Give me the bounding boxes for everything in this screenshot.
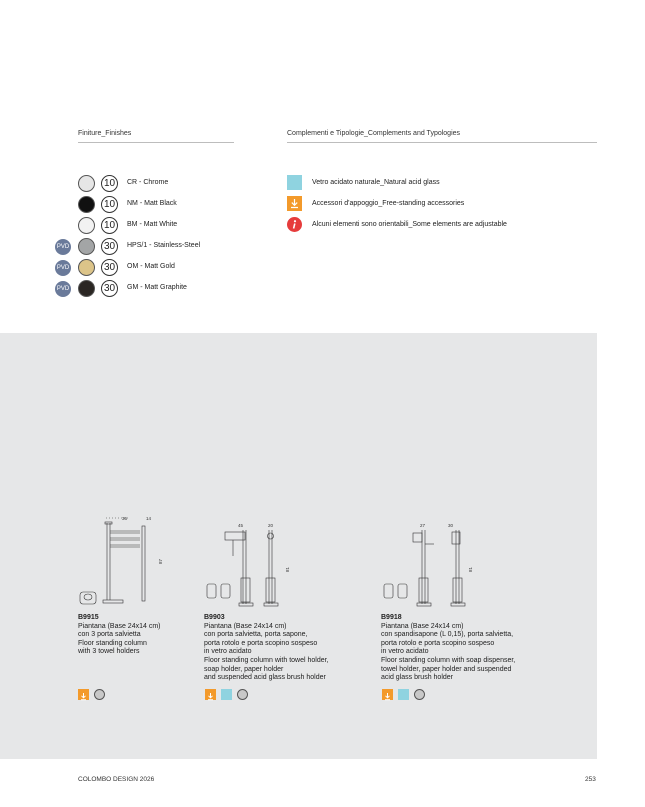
product-drawing-b9903 <box>203 516 298 610</box>
finish-swatch <box>78 175 95 192</box>
product-desc-line: Floor standing column with towel holder, <box>204 656 329 664</box>
finish-swatch <box>78 280 95 297</box>
product-b9915 <box>78 614 161 657</box>
finish-circle-icon <box>94 689 105 700</box>
finish-swatch <box>78 238 95 255</box>
legend-label: Accessori d'appoggio_Free-standing accessories <box>312 200 465 207</box>
glass-square-icon <box>287 175 302 190</box>
product-drawing-b9915 <box>78 512 173 610</box>
finish-number: 30 <box>101 238 118 255</box>
product-desc-line: Piantana (Base 24x14 cm) <box>78 622 161 630</box>
product-desc-line: and suspended acid glass brush holder <box>204 674 326 682</box>
finish-row <box>0 175 300 193</box>
dimension-width: 27 <box>420 523 426 528</box>
product-desc-line: with 3 towel holders <box>78 648 140 656</box>
product-desc-line: in vetro acidato <box>381 648 429 656</box>
download-arrow-icon <box>382 689 393 700</box>
product-desc-line: con 3 porta salvietta <box>78 631 141 639</box>
info-icon <box>287 217 302 232</box>
product-desc-line: Piantana (Base 24x14 cm) <box>204 622 287 630</box>
product-desc-line: Floor standing column with soap dispenser, <box>381 656 516 664</box>
complements-header: Complementi e Tipologie_Complements and Typologies <box>287 130 461 137</box>
download-arrow-icon <box>205 689 216 700</box>
product-code: B9903 <box>204 614 225 621</box>
dimension-width: 36 <box>122 516 128 521</box>
dimension-height: 81 <box>285 566 290 572</box>
finish-number: 10 <box>101 196 118 213</box>
pvd-badge: PVD <box>55 239 71 255</box>
product-code: B9918 <box>381 614 402 621</box>
dimension-depth: 30 <box>448 523 454 528</box>
finish-number: 10 <box>101 217 118 234</box>
finish-number: 30 <box>101 280 118 297</box>
finish-circle-icon <box>414 689 425 700</box>
product-code: B9915 <box>78 614 99 621</box>
finish-label: HPS/1 - Stainless-Steel <box>127 242 201 249</box>
product-desc-line: soap holder, paper holder <box>204 665 284 673</box>
legend-label: Vetro acidato naturale_Natural acid glass <box>312 179 440 186</box>
product-desc-line: towel holder, paper holder and suspended <box>381 665 512 673</box>
legend-label: Alcuni elementi sono orientabili_Some elements are adjustable <box>312 221 507 228</box>
finish-swatch <box>78 196 95 213</box>
finish-row <box>0 238 300 256</box>
pvd-badge: PVD <box>55 260 71 276</box>
finish-label: BM - Matt White <box>127 221 178 228</box>
glass-square-icon <box>221 689 232 700</box>
finish-number: 30 <box>101 259 118 276</box>
pvd-badge: PVD <box>55 281 71 297</box>
finish-circle-icon <box>237 689 248 700</box>
download-arrow-icon <box>287 196 302 211</box>
legend-row <box>287 175 607 191</box>
legend-row <box>287 196 607 212</box>
finish-label: NM - Matt Black <box>127 200 177 207</box>
product-desc-line: Floor standing column <box>78 639 147 647</box>
download-arrow-icon <box>78 689 89 700</box>
finish-row <box>0 280 300 298</box>
dimension-height: 87 <box>158 558 163 564</box>
dimension-depth: 14 <box>146 516 152 521</box>
finish-label: CR - Chrome <box>127 179 169 186</box>
finish-row <box>0 217 300 235</box>
product-b9903 <box>204 614 329 683</box>
finishes-header: Finiture_Finishes <box>78 130 132 137</box>
finish-row <box>0 259 300 277</box>
finish-number: 10 <box>101 175 118 192</box>
page-number: 253 <box>585 776 596 783</box>
finish-swatch <box>78 259 95 276</box>
finishes-rule <box>78 142 234 143</box>
finish-row <box>0 196 300 214</box>
product-drawing-b9918 <box>380 516 480 610</box>
footer-brand: COLOMBO DESIGN 2026 <box>78 776 155 783</box>
product-desc-line: porta rotolo e porta scopino sospeso <box>381 639 495 647</box>
product-desc-line: acid glass brush holder <box>381 674 453 682</box>
dimension-width: 45 <box>238 523 244 528</box>
glass-square-icon <box>398 689 409 700</box>
product-desc-line: Piantana (Base 24x14 cm) <box>381 622 464 630</box>
complements-rule <box>287 142 597 143</box>
dimension-height: 81 <box>468 566 473 572</box>
product-b9918 <box>381 614 515 683</box>
finish-label: GM - Matt Graphite <box>127 284 187 291</box>
finish-swatch <box>78 217 95 234</box>
product-desc-line: con porta salvietta, porta sapone, <box>204 631 308 639</box>
finish-label: OM - Matt Gold <box>127 263 175 270</box>
product-desc-line: in vetro acidato <box>204 648 252 656</box>
product-desc-line: porta rotolo e porta scopino sospeso <box>204 639 318 647</box>
legend-row <box>287 217 607 233</box>
dimension-depth: 20 <box>268 523 274 528</box>
product-desc-line: con spandisapone (L 0,15), porta salvietta, <box>381 631 514 639</box>
